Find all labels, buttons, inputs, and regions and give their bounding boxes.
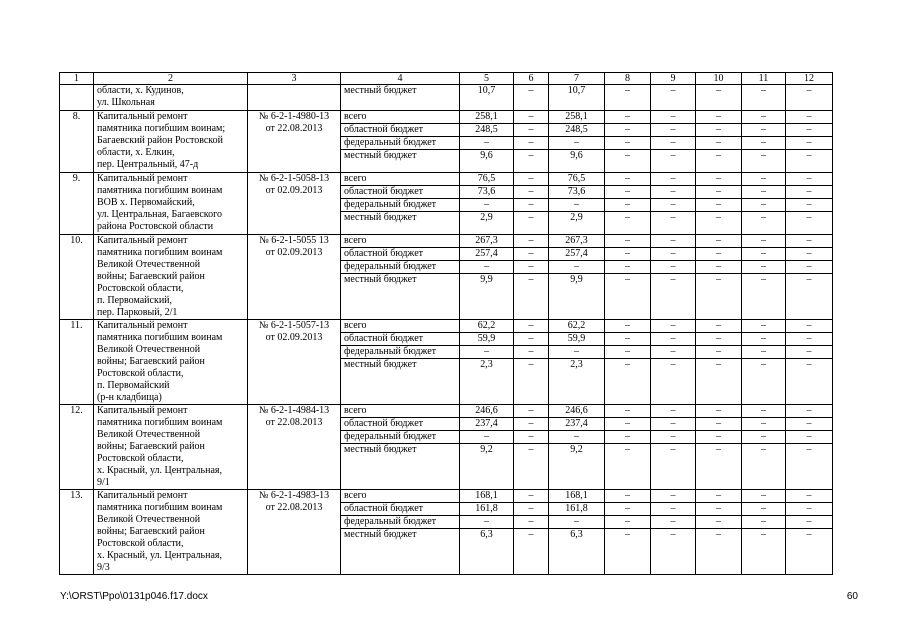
budget-value: – bbox=[696, 516, 742, 529]
budget-type: местный бюджет bbox=[341, 444, 460, 490]
budget-value: – bbox=[786, 418, 833, 431]
budget-value: – bbox=[742, 320, 786, 333]
row-number: 8. bbox=[60, 111, 94, 173]
budget-value: – bbox=[786, 490, 833, 503]
budget-type: областной бюджет bbox=[341, 418, 460, 431]
budget-value: – bbox=[514, 431, 549, 444]
budget-value: – bbox=[651, 261, 696, 274]
budget-value: 59,9 bbox=[549, 333, 605, 346]
budget-value: 9,2 bbox=[460, 444, 514, 490]
budget-value: – bbox=[605, 173, 651, 186]
budget-value: – bbox=[786, 212, 833, 235]
budget-value: 76,5 bbox=[549, 173, 605, 186]
budget-value: 258,1 bbox=[460, 111, 514, 124]
table-row bbox=[60, 490, 833, 503]
budget-value: – bbox=[786, 333, 833, 346]
budget-value: 2,9 bbox=[460, 212, 514, 235]
budget-value: – bbox=[460, 261, 514, 274]
budget-type: федеральный бюджет bbox=[341, 137, 460, 150]
table-row bbox=[60, 405, 833, 418]
budget-value: – bbox=[651, 274, 696, 320]
col-header: 12 bbox=[786, 73, 833, 85]
col-header: 11 bbox=[742, 73, 786, 85]
document-reference: № 6-2-1-5058-13 от 02.09.2013 bbox=[248, 173, 341, 235]
budget-value: – bbox=[605, 503, 651, 516]
budget-value: – bbox=[742, 274, 786, 320]
budget-value: – bbox=[696, 346, 742, 359]
budget-value: – bbox=[605, 212, 651, 235]
budget-value: – bbox=[786, 248, 833, 261]
budget-value: 9,9 bbox=[549, 274, 605, 320]
budget-value: – bbox=[742, 212, 786, 235]
budget-value: – bbox=[786, 111, 833, 124]
col-header: 4 bbox=[341, 73, 460, 85]
budget-value: – bbox=[786, 274, 833, 320]
col-header: 9 bbox=[651, 73, 696, 85]
col-header: 8 bbox=[605, 73, 651, 85]
budget-value: – bbox=[696, 261, 742, 274]
budget-value: – bbox=[786, 124, 833, 137]
budget-value: – bbox=[651, 490, 696, 503]
budget-value: – bbox=[696, 333, 742, 346]
budget-value: 237,4 bbox=[549, 418, 605, 431]
budget-value: – bbox=[786, 503, 833, 516]
budget-value: – bbox=[549, 137, 605, 150]
object-description: Капитальный ремонт памятника погибшим воинам Великой Отечественной войны; Багаевский район Ростовской области, х. Красный, ул. Центральная, 9/1 bbox=[94, 405, 248, 490]
budget-value: – bbox=[651, 173, 696, 186]
budget-value: – bbox=[514, 444, 549, 490]
table-row bbox=[60, 85, 833, 111]
row-number: 11. bbox=[60, 320, 94, 405]
budget-value: – bbox=[514, 405, 549, 418]
row-number bbox=[60, 85, 94, 111]
budget-value: – bbox=[605, 346, 651, 359]
budget-type: местный бюджет bbox=[341, 212, 460, 235]
col-header: 3 bbox=[248, 73, 341, 85]
budget-value: – bbox=[696, 186, 742, 199]
column-number-row bbox=[60, 73, 833, 85]
budget-value: – bbox=[786, 261, 833, 274]
budget-value: – bbox=[651, 346, 696, 359]
budget-value: – bbox=[651, 333, 696, 346]
budget-value: 2,9 bbox=[549, 212, 605, 235]
budget-type: всего bbox=[341, 490, 460, 503]
budget-value: – bbox=[742, 431, 786, 444]
budget-value: – bbox=[742, 248, 786, 261]
object-description: Капитальный ремонт памятника погибшим воинам Великой Отечественной войны; Багаевский район Ростовской области, п. Первомайский (р-н кладбища) bbox=[94, 320, 248, 405]
budget-type: всего bbox=[341, 173, 460, 186]
budget-value: – bbox=[605, 248, 651, 261]
budget-value: 76,5 bbox=[460, 173, 514, 186]
budget-value: 168,1 bbox=[460, 490, 514, 503]
budget-value: – bbox=[742, 333, 786, 346]
budget-value: 10,7 bbox=[549, 85, 605, 111]
budget-value: – bbox=[696, 199, 742, 212]
budget-value: – bbox=[514, 503, 549, 516]
page-number: 60 bbox=[846, 591, 858, 602]
budget-value: – bbox=[786, 235, 833, 248]
budget-value: – bbox=[742, 137, 786, 150]
budget-value: – bbox=[514, 199, 549, 212]
budget-value: 9,6 bbox=[549, 150, 605, 173]
budget-type: областной бюджет bbox=[341, 503, 460, 516]
budget-value: – bbox=[651, 186, 696, 199]
budget-value: 59,9 bbox=[460, 333, 514, 346]
budget-value: – bbox=[786, 186, 833, 199]
budget-value: 9,2 bbox=[549, 444, 605, 490]
budget-value: – bbox=[786, 529, 833, 575]
budget-value: – bbox=[696, 212, 742, 235]
budget-value: – bbox=[549, 261, 605, 274]
budget-value: – bbox=[651, 503, 696, 516]
budget-value: 9,6 bbox=[460, 150, 514, 173]
budget-type: областной бюджет bbox=[341, 248, 460, 261]
budget-value: – bbox=[549, 431, 605, 444]
budget-value: – bbox=[514, 359, 549, 405]
budget-value: – bbox=[651, 516, 696, 529]
budget-value: – bbox=[742, 150, 786, 173]
budget-value: – bbox=[514, 111, 549, 124]
budget-type: местный бюджет bbox=[341, 150, 460, 173]
object-description: области, х. Кудинов, ул. Школьная bbox=[94, 85, 248, 111]
budget-value: – bbox=[786, 405, 833, 418]
col-header: 2 bbox=[94, 73, 248, 85]
table-row bbox=[60, 320, 833, 333]
budget-value: 10,7 bbox=[460, 85, 514, 111]
document-reference: № 6-2-1-4983-13 от 22.08.2013 bbox=[248, 490, 341, 575]
budget-value: 161,8 bbox=[460, 503, 514, 516]
budget-value: 161,8 bbox=[549, 503, 605, 516]
budget-value: – bbox=[696, 150, 742, 173]
table-row bbox=[60, 235, 833, 248]
budget-value: – bbox=[786, 431, 833, 444]
budget-value: 246,6 bbox=[549, 405, 605, 418]
budget-value: 168,1 bbox=[549, 490, 605, 503]
budget-value: – bbox=[651, 137, 696, 150]
budget-value: – bbox=[549, 516, 605, 529]
budget-value: – bbox=[605, 320, 651, 333]
budget-value: 2,3 bbox=[549, 359, 605, 405]
budget-value: – bbox=[742, 111, 786, 124]
budget-type: всего bbox=[341, 235, 460, 248]
budget-value: 6,3 bbox=[549, 529, 605, 575]
budget-value: – bbox=[605, 333, 651, 346]
budget-value: – bbox=[742, 503, 786, 516]
budget-value: 2,3 bbox=[460, 359, 514, 405]
budget-type: областной бюджет bbox=[341, 186, 460, 199]
budget-value: – bbox=[460, 516, 514, 529]
budget-value: – bbox=[786, 444, 833, 490]
col-header: 7 bbox=[549, 73, 605, 85]
budget-value: – bbox=[460, 199, 514, 212]
budget-value: – bbox=[696, 431, 742, 444]
budget-value: 267,3 bbox=[460, 235, 514, 248]
budget-value: – bbox=[605, 150, 651, 173]
budget-value: – bbox=[696, 111, 742, 124]
budget-type: областной бюджет bbox=[341, 124, 460, 137]
budget-value: – bbox=[651, 111, 696, 124]
budget-value: – bbox=[514, 516, 549, 529]
budget-value: – bbox=[514, 235, 549, 248]
budget-value: – bbox=[514, 333, 549, 346]
col-header: 6 bbox=[514, 73, 549, 85]
budget-value: 246,6 bbox=[460, 405, 514, 418]
budget-type: федеральный бюджет bbox=[341, 346, 460, 359]
table-row bbox=[60, 173, 833, 186]
budget-value: – bbox=[651, 85, 696, 111]
budget-type: местный бюджет bbox=[341, 85, 460, 111]
budget-value: – bbox=[605, 111, 651, 124]
budget-value: – bbox=[651, 418, 696, 431]
budget-value: – bbox=[742, 186, 786, 199]
document-reference: № 6-2-1-4980-13 от 22.08.2013 bbox=[248, 111, 341, 173]
budget-value: 73,6 bbox=[549, 186, 605, 199]
budget-value: – bbox=[696, 405, 742, 418]
table-body bbox=[60, 73, 833, 575]
budget-type: всего bbox=[341, 320, 460, 333]
budget-value: 62,2 bbox=[549, 320, 605, 333]
budget-value: – bbox=[605, 137, 651, 150]
budget-value: – bbox=[696, 173, 742, 186]
budget-value: 267,3 bbox=[549, 235, 605, 248]
budget-value: – bbox=[786, 85, 833, 111]
budget-value: – bbox=[651, 199, 696, 212]
budget-value: – bbox=[786, 150, 833, 173]
budget-value: – bbox=[742, 529, 786, 575]
budget-value: – bbox=[605, 418, 651, 431]
budget-value: – bbox=[651, 124, 696, 137]
budget-value: – bbox=[786, 137, 833, 150]
col-header: 5 bbox=[460, 73, 514, 85]
budget-value: – bbox=[605, 274, 651, 320]
budget-value: 6,3 bbox=[460, 529, 514, 575]
budget-value: – bbox=[696, 490, 742, 503]
object-description: Капитальный ремонт памятника погибшим воинам Великой Отечественной войны; Багаевский район Ростовской области, х. Красный, ул. Центральная, 9/3 bbox=[94, 490, 248, 575]
budget-value: – bbox=[651, 320, 696, 333]
budget-value: – bbox=[786, 320, 833, 333]
budget-value: – bbox=[460, 137, 514, 150]
budget-type: всего bbox=[341, 405, 460, 418]
budget-value: – bbox=[742, 418, 786, 431]
budget-value: – bbox=[514, 529, 549, 575]
budget-type: областной бюджет bbox=[341, 333, 460, 346]
budget-value: – bbox=[696, 529, 742, 575]
budget-value: – bbox=[696, 320, 742, 333]
budget-value: – bbox=[696, 85, 742, 111]
budget-value: – bbox=[514, 137, 549, 150]
budget-value: – bbox=[742, 444, 786, 490]
budget-value: – bbox=[742, 346, 786, 359]
budget-value: – bbox=[605, 85, 651, 111]
budget-value: – bbox=[514, 261, 549, 274]
budget-value: 257,4 bbox=[460, 248, 514, 261]
budget-value: – bbox=[514, 124, 549, 137]
budget-value: – bbox=[514, 173, 549, 186]
budget-value: – bbox=[696, 124, 742, 137]
table-row bbox=[60, 111, 833, 124]
budget-value: – bbox=[742, 405, 786, 418]
budget-value: – bbox=[605, 405, 651, 418]
budget-value: – bbox=[696, 235, 742, 248]
budget-value: – bbox=[605, 431, 651, 444]
budget-value: – bbox=[742, 199, 786, 212]
budget-value: – bbox=[605, 124, 651, 137]
budget-value: – bbox=[514, 248, 549, 261]
document-reference bbox=[248, 85, 341, 111]
budget-value: – bbox=[549, 346, 605, 359]
budget-value: – bbox=[514, 186, 549, 199]
budget-type: всего bbox=[341, 111, 460, 124]
budget-value: – bbox=[742, 359, 786, 405]
budget-value: – bbox=[786, 346, 833, 359]
budget-value: – bbox=[514, 274, 549, 320]
footer-file-path: Y:\ORST\Ppo\0131p046.f17.docx bbox=[60, 591, 208, 602]
object-description: Капитальный ремонт памятника погибшим воинам ВОВ х. Первомайский, ул. Центральная, Багаевского района Ростовской области bbox=[94, 173, 248, 235]
document-reference: № 6-2-1-4984-13 от 22.08.2013 bbox=[248, 405, 341, 490]
budget-value: – bbox=[514, 346, 549, 359]
budget-value: – bbox=[786, 516, 833, 529]
budget-value: – bbox=[696, 444, 742, 490]
budget-value: – bbox=[514, 150, 549, 173]
budget-value: – bbox=[514, 418, 549, 431]
budget-value: – bbox=[786, 199, 833, 212]
budget-value: – bbox=[605, 359, 651, 405]
budget-value: 248,5 bbox=[460, 124, 514, 137]
budget-value: – bbox=[786, 359, 833, 405]
budget-value: – bbox=[651, 431, 696, 444]
budget-value: 258,1 bbox=[549, 111, 605, 124]
budget-value: – bbox=[514, 85, 549, 111]
budget-value: – bbox=[696, 137, 742, 150]
budget-value: – bbox=[742, 490, 786, 503]
document-reference: № 6-2-1-5057-13 от 02.09.2013 bbox=[248, 320, 341, 405]
budget-value: – bbox=[605, 235, 651, 248]
budget-value: – bbox=[651, 235, 696, 248]
budget-value: 9,9 bbox=[460, 274, 514, 320]
budget-value: – bbox=[696, 274, 742, 320]
budget-value: – bbox=[514, 490, 549, 503]
budget-value: – bbox=[696, 359, 742, 405]
budget-value: – bbox=[605, 444, 651, 490]
budget-value: – bbox=[651, 444, 696, 490]
col-header: 1 bbox=[60, 73, 94, 85]
row-number: 12. bbox=[60, 405, 94, 490]
budget-value: – bbox=[742, 85, 786, 111]
budget-value: – bbox=[742, 235, 786, 248]
budget-value: – bbox=[651, 359, 696, 405]
budget-value: – bbox=[460, 346, 514, 359]
document-reference: № 6-2-1-5055 13 от 02.09.2013 bbox=[248, 235, 341, 320]
row-number: 13. bbox=[60, 490, 94, 575]
budget-value: – bbox=[742, 261, 786, 274]
budget-value: – bbox=[651, 150, 696, 173]
budget-value: – bbox=[742, 124, 786, 137]
budget-value: – bbox=[605, 490, 651, 503]
budget-value: – bbox=[605, 529, 651, 575]
budget-value: – bbox=[696, 503, 742, 516]
budget-type: федеральный бюджет bbox=[341, 431, 460, 444]
row-number: 10. bbox=[60, 235, 94, 320]
budget-type: федеральный бюджет bbox=[341, 199, 460, 212]
budget-value: – bbox=[605, 186, 651, 199]
budget-value: 257,4 bbox=[549, 248, 605, 261]
budget-value: – bbox=[605, 261, 651, 274]
object-description: Капитальный ремонт памятника погибшим воинам Великой Отечественной войны; Багаевский район Ростовской области, п. Первомайский, пер. Парковый, 2/1 bbox=[94, 235, 248, 320]
col-header: 10 bbox=[696, 73, 742, 85]
budget-value: – bbox=[786, 173, 833, 186]
budget-type: федеральный бюджет bbox=[341, 261, 460, 274]
budget-type: местный бюджет bbox=[341, 529, 460, 575]
budget-value: – bbox=[651, 405, 696, 418]
budget-table bbox=[59, 72, 833, 575]
budget-value: – bbox=[514, 212, 549, 235]
budget-type: федеральный бюджет bbox=[341, 516, 460, 529]
budget-value: 62,2 bbox=[460, 320, 514, 333]
budget-type: местный бюджет bbox=[341, 359, 460, 405]
budget-value: – bbox=[651, 248, 696, 261]
budget-value: – bbox=[605, 199, 651, 212]
budget-value: – bbox=[651, 529, 696, 575]
budget-value: – bbox=[460, 431, 514, 444]
budget-value: – bbox=[549, 199, 605, 212]
budget-value: – bbox=[696, 418, 742, 431]
budget-value: – bbox=[742, 173, 786, 186]
object-description: Капитальный ремонт памятника погибшим воинам; Багаевский район Ростовской области, х. Елкин, пер. Центральный, 47-д bbox=[94, 111, 248, 173]
budget-value: – bbox=[605, 516, 651, 529]
budget-type: местный бюджет bbox=[341, 274, 460, 320]
budget-value: – bbox=[742, 516, 786, 529]
budget-value: – bbox=[514, 320, 549, 333]
budget-value: 237,4 bbox=[460, 418, 514, 431]
budget-value: 73,6 bbox=[460, 186, 514, 199]
budget-value: – bbox=[651, 212, 696, 235]
row-number: 9. bbox=[60, 173, 94, 235]
budget-value: 248,5 bbox=[549, 124, 605, 137]
budget-value: – bbox=[696, 248, 742, 261]
